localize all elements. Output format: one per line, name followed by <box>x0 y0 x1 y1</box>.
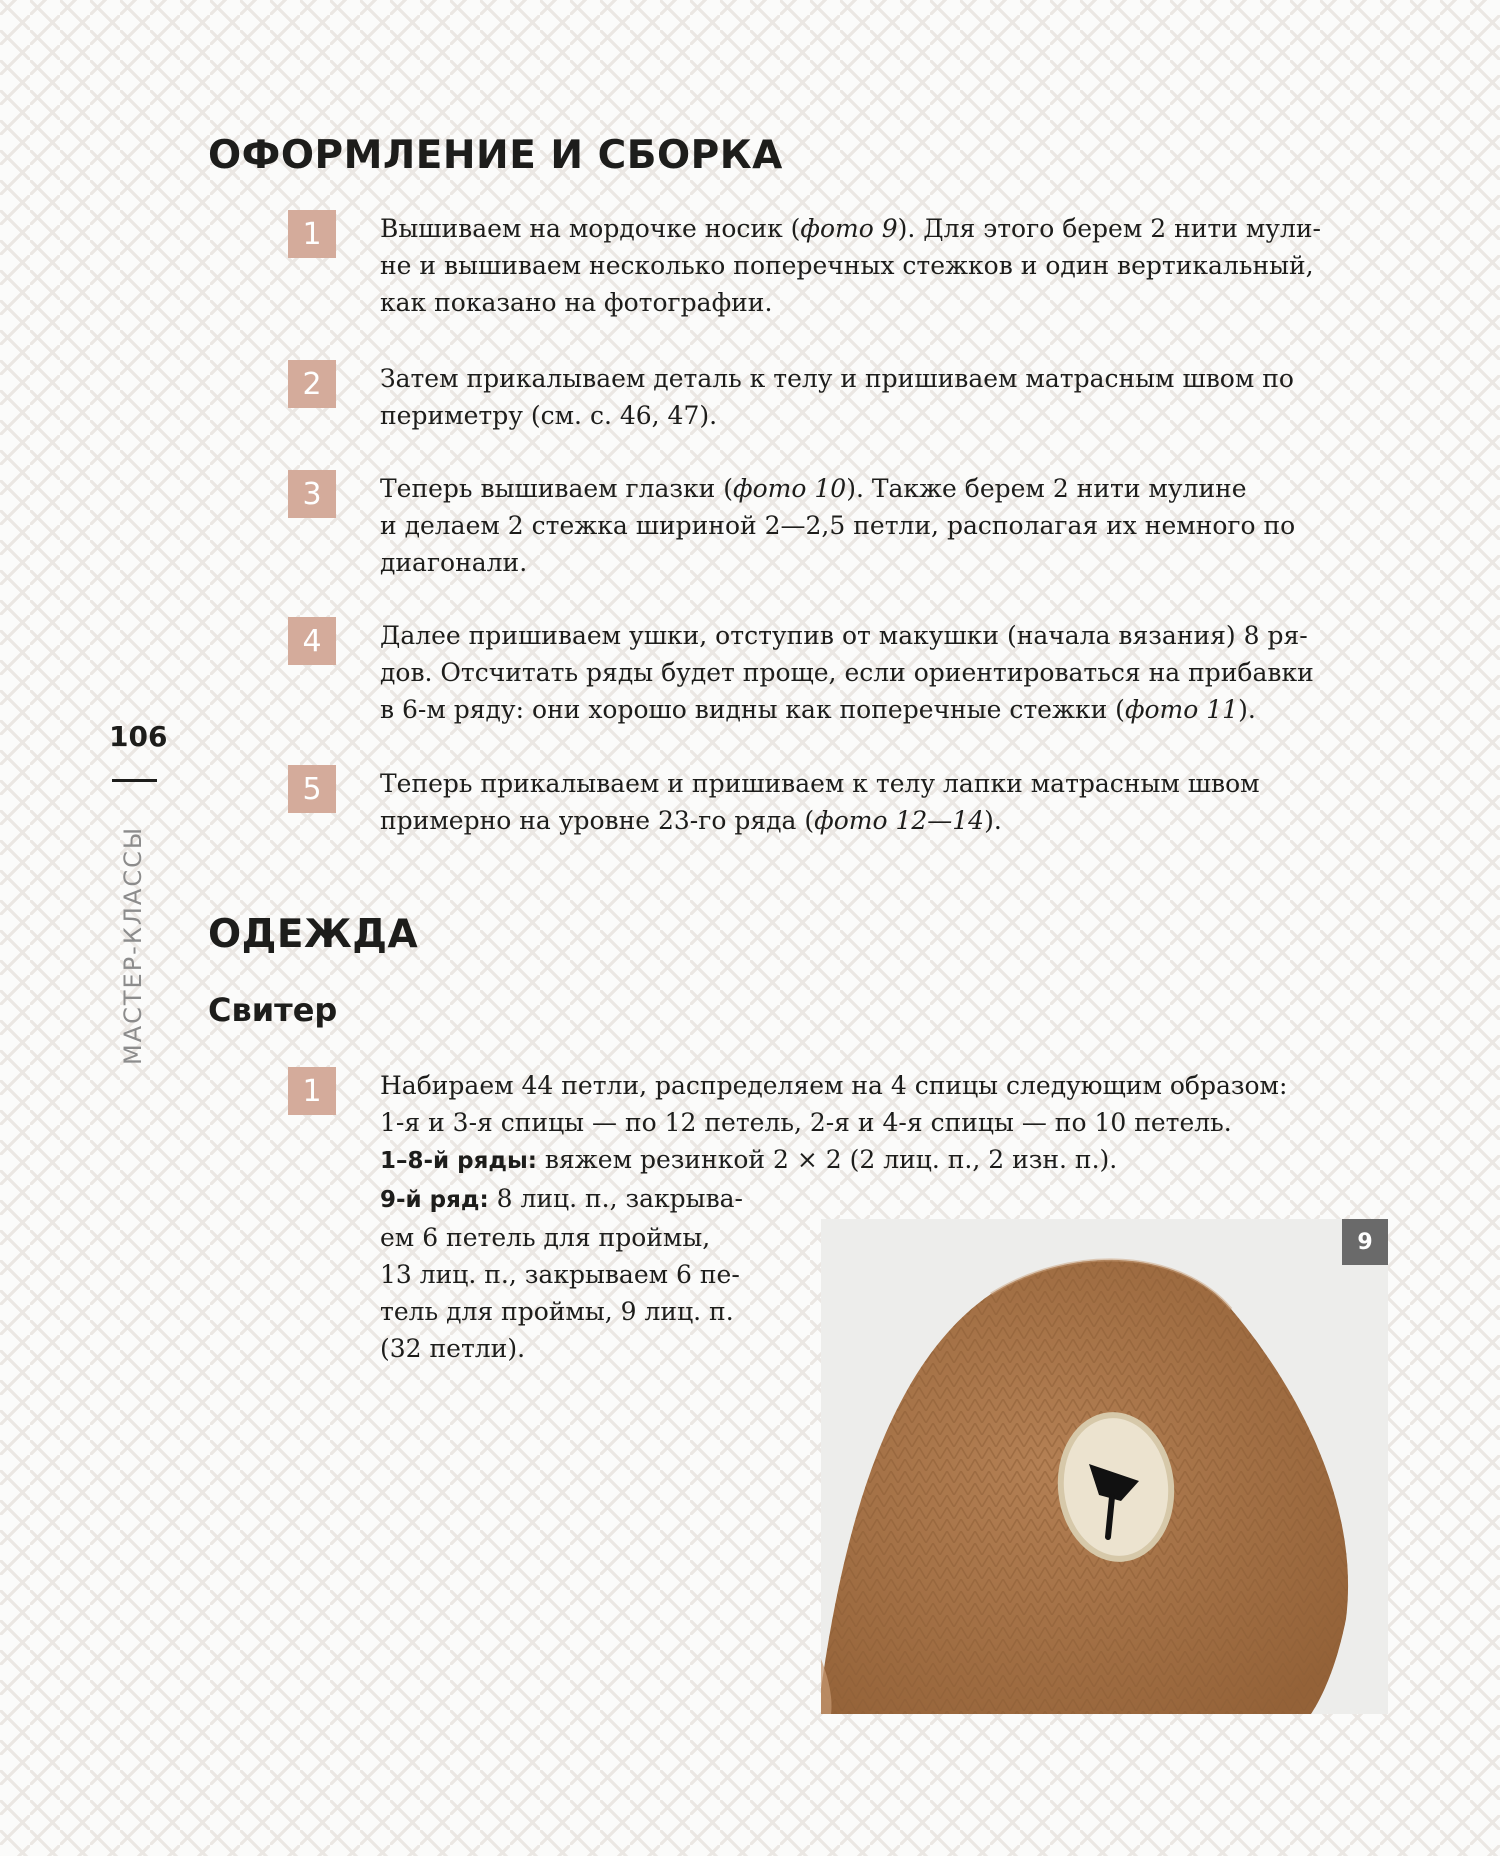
text-segment: примерно на уровне 23-го ряда ( <box>380 806 815 835</box>
photo-reference: фото 9 <box>800 214 898 243</box>
assembly-step-1 <box>288 210 1398 321</box>
step-line: 13 лиц. п., закрываем 6 пе- <box>380 1260 740 1289</box>
text-segment: периметру (см. с. 46, 47). <box>380 401 718 430</box>
step-number-badge: 1 <box>288 1067 336 1115</box>
page-number-rule <box>112 779 157 782</box>
step-number-badge: 3 <box>288 470 336 518</box>
step-line: ем 6 петель для проймы, <box>380 1223 711 1252</box>
step-line <box>380 397 1390 434</box>
step-number-badge: 4 <box>288 617 336 665</box>
row-9-block <box>380 1180 770 1367</box>
text-segment: Затем прикалываем деталь к телу и пришиваем матрасным швом по <box>380 364 1294 393</box>
assembly-step-5 <box>288 765 1398 839</box>
step-line <box>380 654 1390 691</box>
step-line <box>380 1180 770 1219</box>
nose-stitch <box>1108 1497 1112 1537</box>
text-segment: не и вышиваем несколько поперечных стежков и один вертикальный, <box>380 251 1314 280</box>
text-segment: ). <box>984 806 1002 835</box>
step-line <box>380 544 1390 581</box>
text-segment: ). Для этого берем 2 нити мули- <box>897 214 1321 243</box>
assembly-heading: ОФОРМЛЕНИЕ И СБОРКА <box>208 133 783 178</box>
text-segment: и делаем 2 стежка шириной 2—2,5 петли, располагая их немного по <box>380 511 1296 540</box>
photo-reference: фото 12—14 <box>814 806 985 835</box>
text-segment: диагонали. <box>380 548 528 577</box>
step-number-badge: 5 <box>288 765 336 813</box>
text-segment: ). Также берем 2 нити мулине <box>846 474 1247 503</box>
row-label: 1–8-й ряды: <box>380 1148 537 1174</box>
step-line <box>380 1141 1390 1180</box>
text-segment: дов. Отсчитать ряды будет проще, если ориентироваться на прибавки <box>380 658 1314 687</box>
page-number: 106 <box>109 720 168 753</box>
row-text: вяжем резинкой 2 × 2 (2 лиц. п., 2 изн. п.). <box>536 1145 1118 1174</box>
step-line <box>380 802 1390 839</box>
text-segment: в 6-м ряду: они хорошо видны как поперечные стежки ( <box>380 695 1125 724</box>
section-label: МАСТЕР-КЛАССЫ <box>119 825 147 1065</box>
text-segment: Теперь прикалываем и пришиваем к телу лапки матрасным швом <box>380 769 1260 798</box>
photo-reference: фото 11 <box>1124 695 1239 724</box>
step-line <box>380 210 1390 247</box>
clothes-heading: ОДЕЖДА <box>208 912 419 957</box>
photo-knitted-muzzle <box>821 1219 1388 1714</box>
step-line: Набираем 44 петли, распределяем на 4 спицы следующим образом: <box>380 1071 1288 1100</box>
step-line <box>380 470 1390 507</box>
text-segment: Вышиваем на мордочке носик ( <box>380 214 801 243</box>
photo-number-badge: 9 <box>1342 1219 1388 1265</box>
step-text <box>380 470 1390 581</box>
step-number-badge: 1 <box>288 210 336 258</box>
step-text <box>380 617 1390 728</box>
photo-reference: фото 10 <box>733 474 847 503</box>
step-line: 1-я и 3-я спицы — по 12 петель, 2-я и 4-я спицы — по 10 петель. <box>380 1108 1232 1137</box>
row-label: 9-й ряд: <box>380 1187 489 1213</box>
text-segment: Теперь вышиваем глазки ( <box>380 474 734 503</box>
step-line <box>380 691 1390 728</box>
assembly-step-3 <box>288 470 1398 581</box>
text-segment: как показано на фотографии. <box>380 288 773 317</box>
step-line <box>380 765 1390 802</box>
knitted-muzzle-illustration <box>821 1219 1388 1714</box>
assembly-step-2 <box>288 360 1398 434</box>
step-line: (32 петли). <box>380 1334 526 1363</box>
sweater-subheading: Свитер <box>208 991 338 1029</box>
step-line: тель для проймы, 9 лиц. п. <box>380 1297 734 1326</box>
text-segment: Далее пришиваем ушки, отступив от макушки (начала вязания) 8 ря- <box>380 621 1308 650</box>
step-text <box>380 360 1390 434</box>
step-number-badge: 2 <box>288 360 336 408</box>
step-line <box>380 507 1390 544</box>
step-line <box>380 284 1390 321</box>
step-text <box>380 210 1390 321</box>
assembly-step-4 <box>288 617 1398 728</box>
text-segment: ). <box>1238 695 1256 724</box>
row-text: 8 лиц. п., закрыва- <box>488 1184 743 1213</box>
step-line <box>380 360 1390 397</box>
step-text <box>380 765 1390 839</box>
step-line <box>380 617 1390 654</box>
step-line <box>380 247 1390 284</box>
